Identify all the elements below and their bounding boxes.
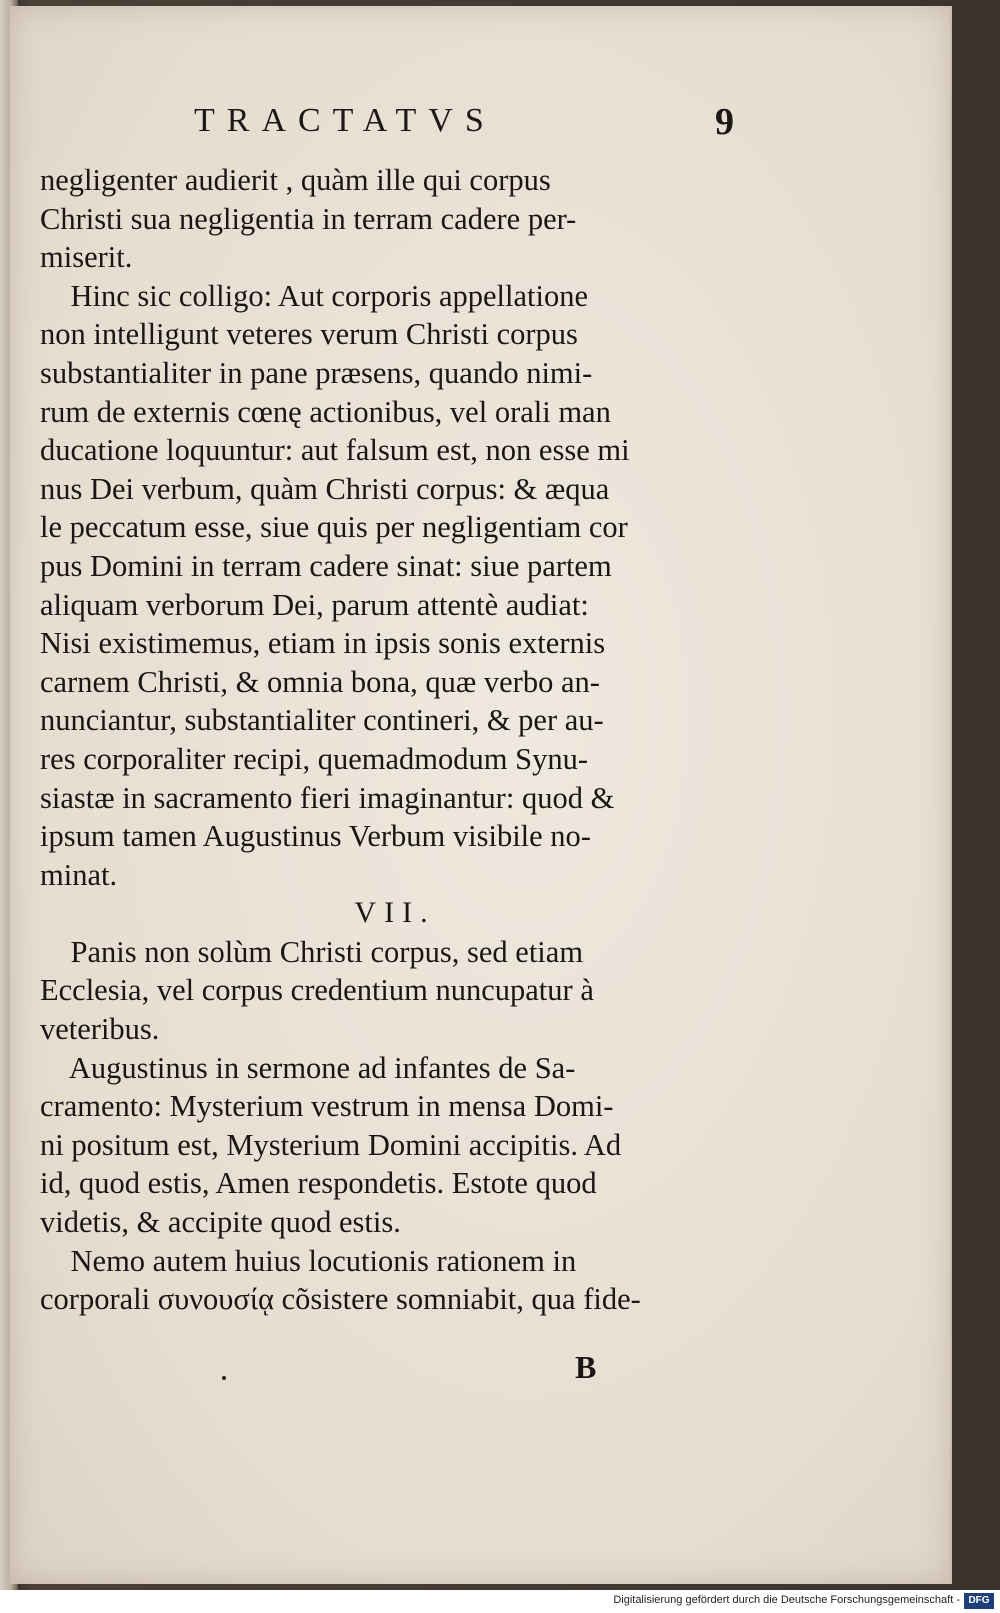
main-text	[40, 161, 730, 1319]
dfg-logo-icon: DFG	[964, 1593, 994, 1609]
text-line: miserit.	[40, 240, 133, 275]
text-line: res corporaliter recipi, quemadmodum Synu-	[40, 741, 588, 776]
text-line: nus Dei verbum, quàm Christi corpus: & æqua	[40, 471, 610, 506]
text-line: veteribus.	[40, 1012, 160, 1047]
text-line: Nisi existimemus, etiam in ipsis sonis externis	[40, 626, 606, 661]
page-number: 9	[715, 101, 734, 143]
running-head	[194, 102, 734, 150]
text-line: Augustinus in sermone ad infantes de Sa-	[40, 1050, 576, 1085]
text-line: non intelligunt veteres verum Christi corpus	[40, 317, 578, 352]
text-line: corporali συνουσίᾳ cõsistere somniabit, qua fide-	[40, 1282, 641, 1317]
text-line: Panis non solùm Christi corpus, sed etiam	[40, 934, 584, 969]
text-line: cramento: Mysterium vestrum in mensa Domi-	[40, 1089, 614, 1124]
text-line: Hinc sic colligo: Aut corporis appellatione	[40, 278, 589, 313]
text-line: pus Domini in terram cadere sinat: siue partem	[40, 548, 612, 583]
section-heading: VII.	[354, 896, 436, 930]
ink-speck	[222, 1376, 226, 1380]
text-line: Ecclesia, vel corpus credentium nuncupatur à	[40, 973, 594, 1008]
running-title: TRACTATVS	[194, 102, 496, 139]
text-line: ducatione loquuntur: aut falsum est, non esse mi	[40, 433, 630, 468]
text-line: carnem Christi, & omnia bona, quæ verbo an-	[40, 664, 600, 699]
text-line: Christi sua negligentia in terram cadere per-	[40, 201, 577, 236]
text-line: id, quod estis, Amen respondetis. Estote quod	[40, 1166, 597, 1201]
book-page	[10, 6, 952, 1584]
text-line: rum de externis cœnę actionibus, vel orali man	[40, 394, 611, 429]
funding-credit: Digitalisierung gefördert durch die Deutsche Forschungsgemeinschaft -	[613, 1594, 960, 1606]
text-line: ni positum est, Mysterium Domini accipitis. Ad	[40, 1127, 622, 1162]
text-line: nunciantur, substantialiter contineri, & per au-	[40, 703, 604, 738]
text-line: substantialiter in pane præsens, quando nimi-	[40, 355, 593, 390]
text-line: le peccatum esse, siue quis per negligentiam cor	[40, 510, 628, 545]
text-line: aliquam verborum Dei, parum attentè audiat:	[40, 587, 589, 622]
signature-mark: B	[575, 1349, 597, 1385]
footer-bar	[0, 1590, 1000, 1613]
text-line: ipsum tamen Augustinus Verbum visibile no-	[40, 819, 591, 854]
text-line: Nemo autem huius locutionis rationem in	[40, 1243, 577, 1278]
text-line: siastæ in sacramento fieri imaginantur: quod &	[40, 780, 615, 815]
text-line: negligenter audierit , quàm ille qui corpus	[40, 163, 551, 197]
text-line: minat.	[40, 857, 118, 892]
text-line: videtis, & accipite quod estis.	[40, 1205, 401, 1240]
